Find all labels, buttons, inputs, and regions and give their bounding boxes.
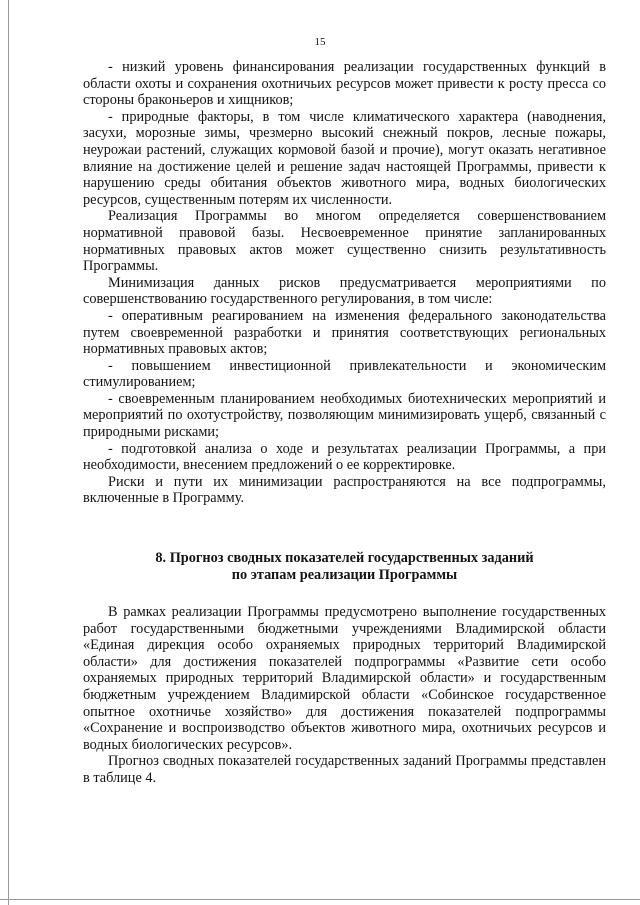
paragraph-table-reference: Прогноз сводных показателей государственных заданий Программы представлен в таблице 4.: [83, 753, 606, 786]
paragraph-legal-base: Реализация Программы во многом определяется совершенствованием нормативной правовой базы. Несвоевременное принятие запланированных нормативных правовых актов может существенно снизить результативность Программы.: [83, 208, 606, 275]
paragraph-natural-factors: - природные факторы, в том числе климатического характера (наводнения, засухи, морозные зимы, чрезмерно высокий снежный покров, лесные пожары, неурожаи растений, служащих кормовой базой и прочие), могут оказать негативное влияние на достижение целей и решение задач настоящей Программы, привести к нарушению среды обитания объектов животного мира, водных биологических ресурсов, существенным потерям их численности.: [83, 108, 606, 208]
page-number: 15: [314, 36, 326, 48]
list-item-investment: - повышением инвестиционной привлекательности и экономическим стимулированием;: [83, 357, 606, 391]
paragraph-risk-minimization: Минимизация данных рисков предусматривается мероприятиями по совершенствованию государственного регулирования, в том числе:: [83, 274, 606, 308]
list-item-planning: - своевременным планированием необходимых биотехнических мероприятий и мероприятий по охотустройству, позволяющим минимизировать ущерб, связанный с природными рисками;: [83, 390, 606, 441]
list-item-analysis: - подготовкой анализа о ходе и результатах реализации Программы, а при необходимости, внесением предложений о ее корректировке.: [83, 440, 606, 474]
section-heading-line-1: 8. Прогноз сводных показателей государственных заданий: [155, 550, 534, 567]
paragraph-risks-scope: Риски и пути их минимизации распространяются на все подпрограммы, включенные в Программу.: [83, 473, 606, 507]
list-item-legislation: - оперативным реагированием на изменения федерального законодательства путем своевременной разработки и принятия соответствующих региональных нормативных правовых актов;: [83, 307, 606, 358]
paragraph-state-works: В рамках реализации Программы предусмотрено выполнение государственных работ государственными бюджетными учреждениями Владимирской области «Единая дирекция особо охраняемых природных территорий Владимирской области» для достижения показателей подпрограммы «Развитие сети особо охраняемых природных территорий Владимирской области» и государственным бюджетным учреждением Владимирской области «Собинское государственное опытное охотничье хозяйство» для достижения показателей подпрограммы «Сохранение и воспроизводство объектов животного мира, охотничьих ресурсов и водных биологических ресурсов».: [83, 604, 606, 753]
section-heading-line-2: по этапам реализации Программы: [231, 567, 458, 584]
scan-bottom-edge: [0, 899, 640, 900]
document-body: [83, 59, 606, 787]
scan-left-edge: [8, 0, 9, 905]
paragraph-funding-risk: - низкий уровень финансирования реализации государственных функций в области охоты и сохранения охотничьих ресурсов может привести к росту пресса со стороны браконьеров и хищников;: [83, 59, 606, 109]
section-heading: [83, 550, 606, 584]
